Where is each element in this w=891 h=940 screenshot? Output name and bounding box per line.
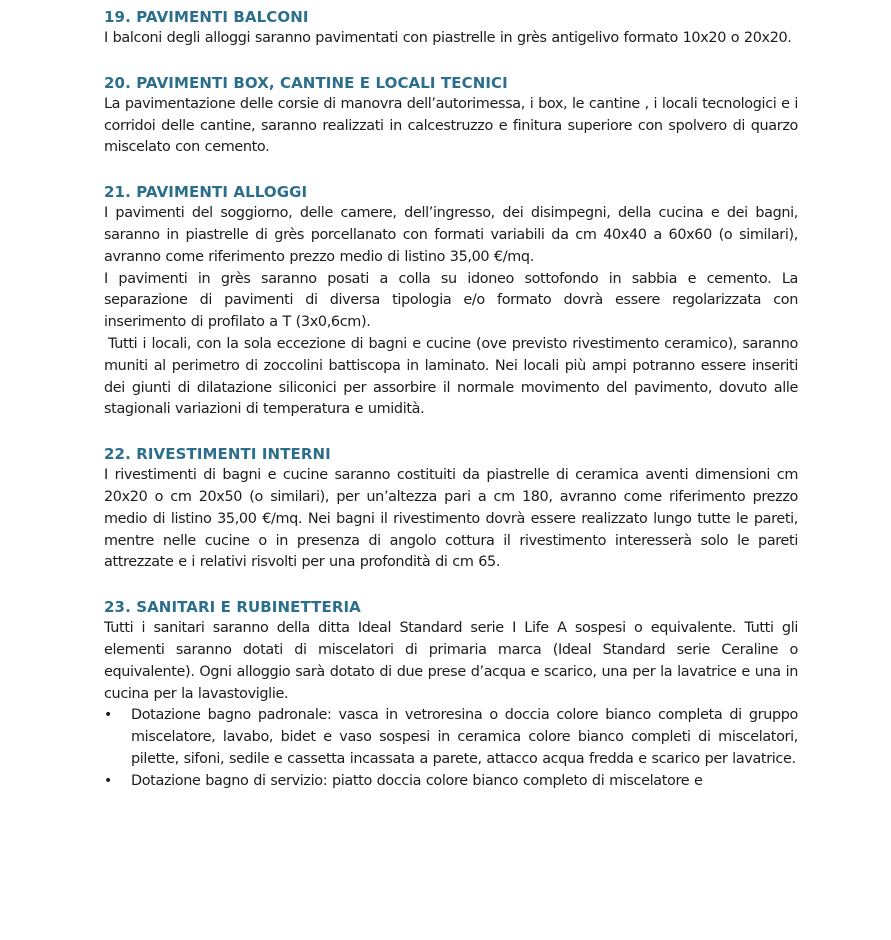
section-paragraph: I pavimenti del soggiorno, delle camere, dell’ingresso, dei disimpegni, della cucina e dei bagni, saranno in piastrelle di grès porcellanato con formati variabili da cm 40x40 a 60x60 (o similari), avranno come riferimento prezzo medio di listino 35,00 €/mq. (104, 205, 798, 265)
bullet-item (104, 771, 798, 793)
section-paragraph: I rivestimenti di bagni e cucine saranno costituiti da piastrelle di ceramica aventi dimensioni cm 20x20 o cm 20x50 (o similari), per un’altezza pari a cm 180, avranno come riferimento prezzo medio di listino 35,00 €/mq. Nei bagni il rivestimento dovrà essere realizzato lungo tutte le pareti, mentre nelle cucine o in presenza di angolo cottura il rivestimento interesserà solo le pareti attrezzate e i relativi risvolti per una profondità di cm 65. (104, 467, 798, 571)
bullet-list (104, 705, 798, 792)
section-23-sanitari-rubinetteria (104, 596, 798, 792)
section-paragraph: I balconi degli alloggi saranno pavimentati con piastrelle in grès antigelivo formato 10x20 o 20x20. (104, 30, 792, 46)
section-paragraph: Tutti i locali, con la sola eccezione di bagni e cucine (ove previsto rivestimento ceramico), saranno muniti al perimetro di zoccolini battiscopa in laminato. Nei locali più ampi potranno essere inseriti dei giunti di dilatazione siliconici per assorbire il normale movimento del pavimento, dovuto alle stagionali variazioni di temperatura e umidità. (104, 335, 798, 418)
bullet-text: Dotazione bagno padronale: vasca in vetroresina o doccia colore bianco completa di gruppo miscelatore, lavabo, bidet e vaso sospesi in ceramica colore bianco completi di miscelatori, pilette, sifoni, sedile e cassetta incassata a parete, attacco acqua fredda e scarico per lavatrice. (131, 707, 798, 767)
bullet-icon: • (104, 707, 112, 724)
section-heading: 21. PAVIMENTI ALLOGGI (104, 183, 308, 202)
bullet-icon: • (104, 772, 112, 789)
section-paragraph: Tutti i sanitari saranno della ditta Ideal Standard serie I Life A sospesi o equivalente. Tutti gli elementi saranno dotati di miscelatori di primaria marca (Ideal Standard serie Ceraline o equivalente). Ogni alloggio sarà dotato di due prese d’acqua e scarico, una per la lavatrice e una in cucina per la lavastoviglie. (104, 620, 798, 702)
section-19-pavimenti-balconi (104, 6, 798, 50)
section-paragraph: La pavimentazione delle corsie di manovra dell’autorimessa, i box, le cantine , i locali tecnologici e i corridoi delle cantine, saranno realizzati in calcestruzzo e finitura superiore con spolvero di quarzo miscelato con cemento. (104, 95, 798, 156)
bullet-text: Dotazione bagno di servizio: piatto doccia colore bianco completo di miscelatore e (131, 772, 703, 789)
section-heading: 20. PAVIMENTI BOX, CANTINE E LOCALI TECNICI (104, 73, 508, 92)
section-22-rivestimenti-interni (104, 443, 798, 574)
section-paragraph: I pavimenti in grès saranno posati a colla su idoneo sottofondo in sabbia e cemento. La separazione di pavimenti di diversa tipologia e/o formato dovrà essere regolarizzata con inserimento di profilato a T (3x0,6cm). (104, 270, 798, 331)
bullet-item (104, 705, 798, 770)
document-page (104, 6, 798, 815)
section-heading: 19. PAVIMENTI BALCONI (104, 8, 309, 26)
section-heading: 22. RIVESTIMENTI INTERNI (104, 445, 331, 464)
section-21-pavimenti-alloggi (104, 181, 798, 421)
section-heading: 23. SANITARI E RUBINETTERIA (104, 598, 361, 617)
section-20-pavimenti-box-cantine (104, 72, 798, 159)
